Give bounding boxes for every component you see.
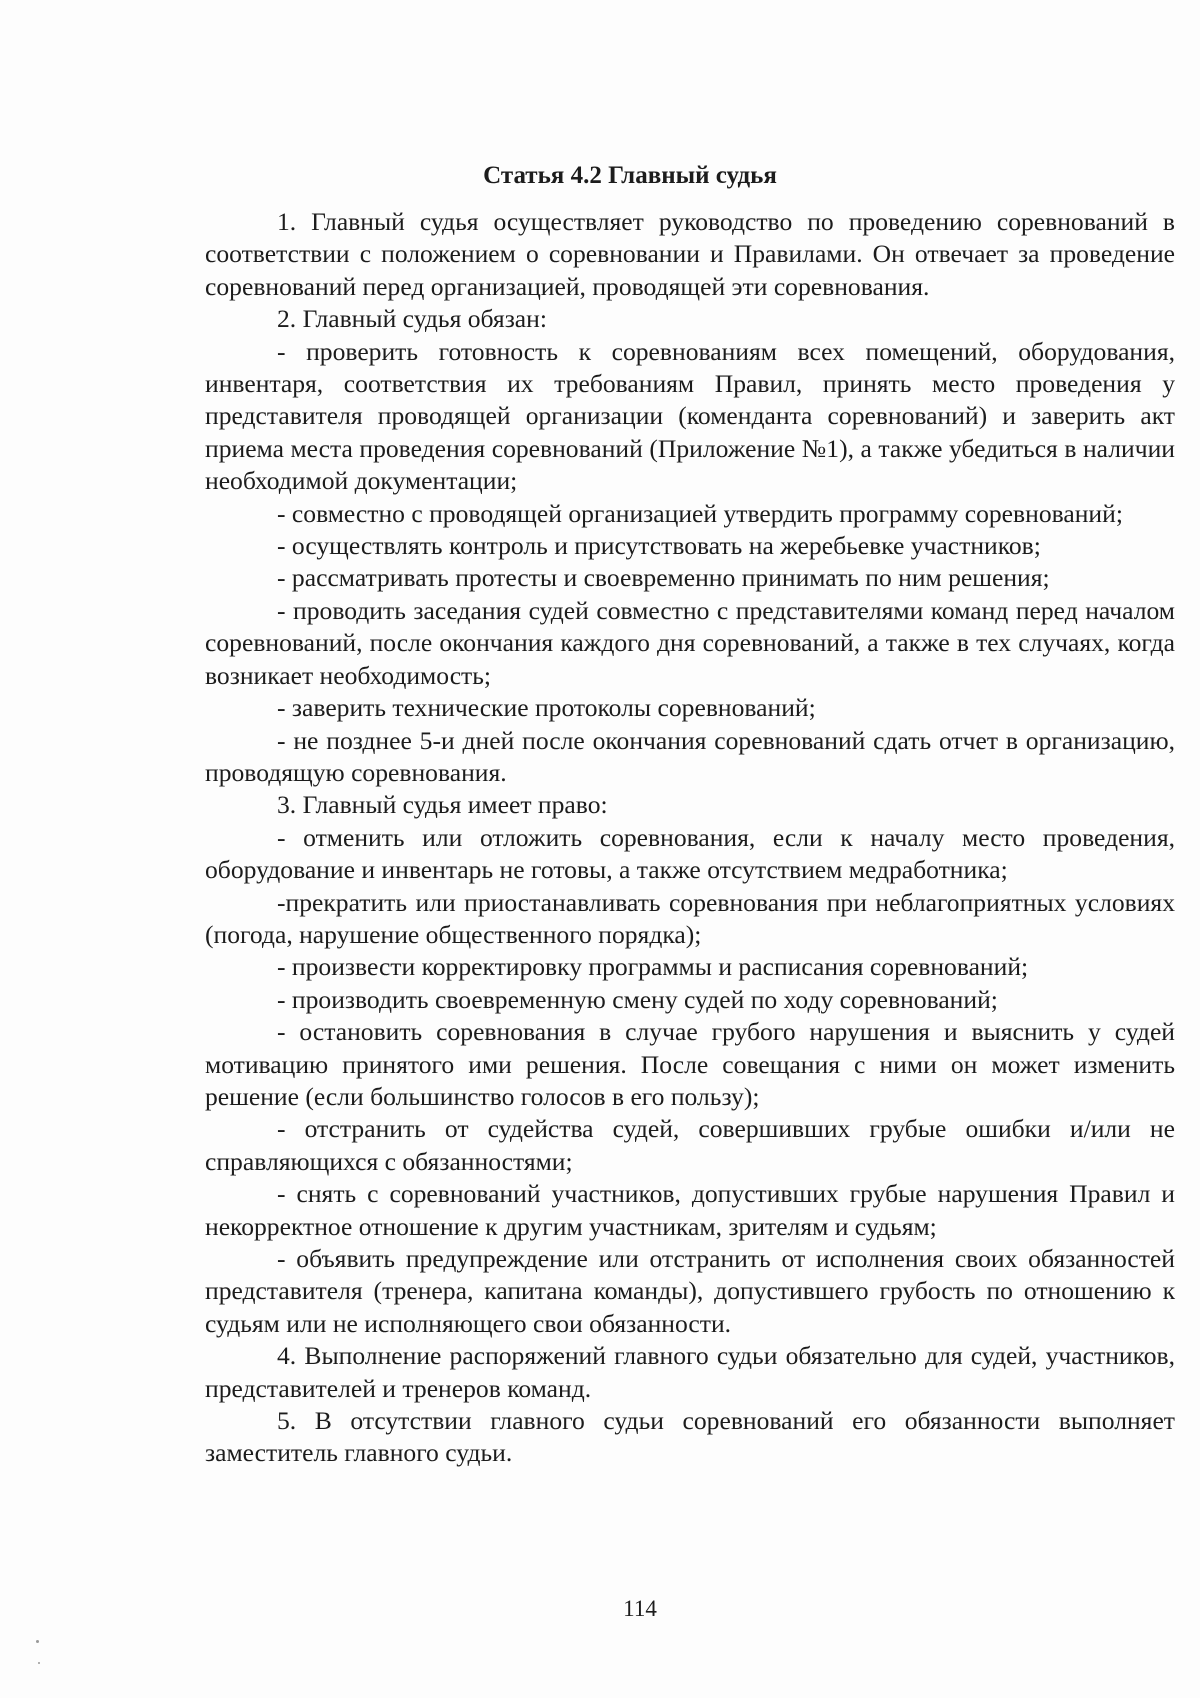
article-body	[205, 206, 1175, 1470]
duty-item: - рассматривать протесты и своевременно принимать по ним решения;	[277, 563, 1050, 593]
paragraph-5: 5. В отсутствии главного судьи соревнований его обязанности выполняет заместитель главного судьи.	[205, 1406, 1175, 1468]
article-title: Статья 4.2 Главный судья	[483, 162, 777, 189]
right-item: - остановить соревнования в случае грубого нарушения и выяснить у судей мотивацию принятого ими решения. После совещания с ними он может изменить решение (если большинство голосов в его пользу);	[205, 1017, 1175, 1111]
right-item: - произвести корректировку программы и расписания соревнований;	[277, 952, 1029, 982]
duty-item: - проверить готовность к соревнованиям всех помещений, оборудования, инвентаря, соответствия их требованиям Правил, принять место проведения у представителя проводящей организации (коменданта соревнований) и заверить акт приема места проведения соревнований (Приложение №1), а также убедиться в наличии необходимой документации;	[205, 336, 1175, 496]
right-item: - отменить или отложить соревнования, если к началу место проведения, оборудование и инвентарь не готовы, а также отсутствием медработника;	[205, 822, 1175, 885]
right-item: - производить своевременную смену судей по ходу соревнований;	[277, 984, 998, 1014]
scan-speck	[38, 1662, 40, 1664]
page-number: 114	[623, 1596, 657, 1621]
right-item: - объявить предупреждение или отстранить от исполнения своих обязанностей представителя (тренера, капитана команды), допустившего грубость по отношению к судьям или не исполняющего свои обязанности.	[205, 1244, 1175, 1338]
paragraph-4: 4. Выполнение распоряжений главного судьи обязательно для судей, участников, представителей и тренеров команд.	[205, 1341, 1175, 1403]
paragraph-1: 1. Главный судья осуществляет руководство по проведению соревнований в соответствии с положением о соревновании и Правилами. Он отвечает за проведение соревнований перед организацией, проводящей эти соревнования.	[205, 207, 1175, 301]
duty-item: - осуществлять контроль и присутствовать на жеребьевке участников;	[277, 531, 1041, 561]
paragraph-3-heading: 3. Главный судья имеет право:	[277, 790, 608, 820]
right-item: - снять с соревнований участников, допустивших грубые нарушения Правил и некорректное отношение к другим участникам, зрителям и судьям;	[205, 1179, 1175, 1241]
duty-item: - проводить заседания судей совместно с представителями команд перед началом соревнований, после окончания каждого дня соревнований, а также в тех случаях, когда возникает необходимость;	[205, 595, 1175, 690]
duty-item: - заверить технические протоколы соревнований;	[277, 693, 816, 723]
duty-item: - совместно с проводящей организацией утвердить программу соревнований;	[277, 498, 1123, 528]
duty-item: - не позднее 5-и дней после окончания соревнований сдать отчет в организацию, проводящую соревнования.	[205, 725, 1175, 787]
right-item: -прекратить или приостанавливать соревнования при неблагоприятных условиях (погода, нарушение общественного порядка);	[205, 887, 1175, 949]
scan-speck	[36, 1640, 39, 1643]
paragraph-2-heading: 2. Главный судья обязан:	[277, 304, 547, 334]
right-item: - отстранить от судейства судей, совершивших грубые ошибки и/или не справляющихся с обязанностями;	[205, 1114, 1175, 1176]
